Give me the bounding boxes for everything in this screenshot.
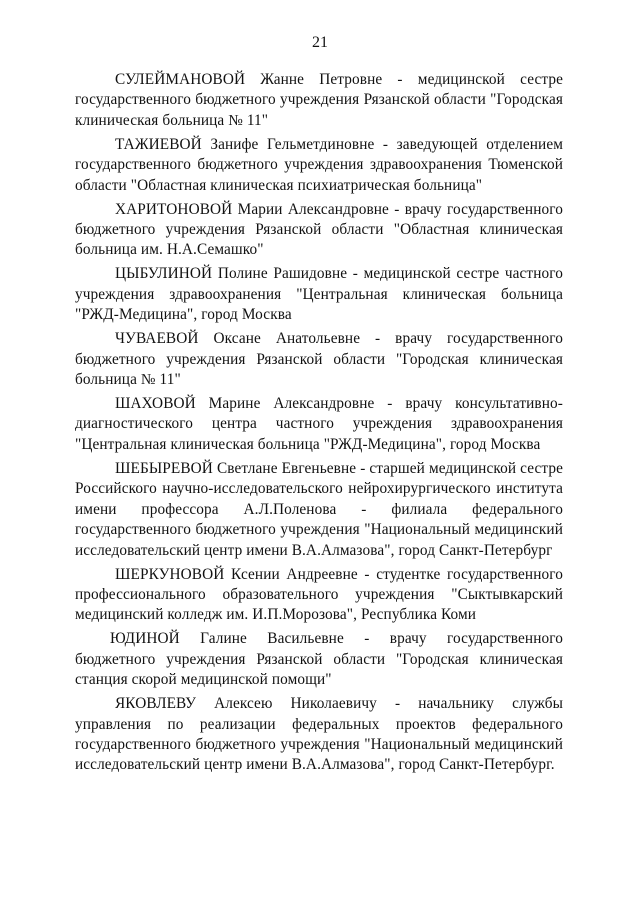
entry-text: Занифе Гельметдиновне - заведующей отделением государственного бюджетного учреждения здравоохранения Тюменской области "Областная клиническая психиатрическая больница": [75, 135, 563, 194]
entry-text: Жанне Петровне - медицинской сестре государственного бюджетного учреждения Рязанской области "Городская клиническая больница № 11": [75, 71, 563, 129]
list-item: [75, 264, 563, 325]
surname: ШАХОВОЙ: [115, 395, 196, 413]
surname: ШЕРКУНОВОЙ: [115, 565, 225, 583]
surname: ЧУВАЕВОЙ: [115, 330, 199, 348]
list-item: [75, 329, 563, 390]
surname: ШЕБЫРЕВОЙ: [115, 459, 213, 477]
entry-text: Марии Александровне - врачу государственного бюджетного учреждения Рязанской области "Областная клиническая больница им. Н.А.Семашко": [75, 200, 563, 259]
surname: ЮДИНОЙ: [110, 630, 180, 648]
list-item: [75, 200, 563, 261]
list-item: [75, 694, 563, 776]
surname: ХАРИТОНОВОЙ: [115, 200, 233, 218]
entry-text: Ксении Андреевне - студентке государственного профессионального образовательного учреждения "Сыктывкарский медицинский колледж им. И.П.Морозова", Республика Коми: [75, 565, 563, 624]
list-item: [75, 459, 563, 561]
entry-text: Марине Александровне - врачу консультативно-диагностического центра частного учреждения здравоохранения "Центральная клиническая больница "РЖД-Медицина", город Москва: [75, 395, 563, 453]
surname: ЦЫБУЛИНОЙ: [115, 265, 213, 283]
entry-text: Оксане Анатольевне - врачу государственного бюджетного учреждения Рязанской области "Городская клиническая больница № 11": [75, 330, 563, 389]
entry-text: Светлане Евгеньевне - старшей медицинской сестре Российского научно-исследовательского нейрохирургического института имени профессора А.Л.Поленова - филиала федерального государственного бюджетного учреждения "Национальный медицинский исследовательский центр имени В.А.Алмазова", город Санкт-Петербург: [75, 459, 563, 559]
list-item: [75, 135, 563, 196]
entry-text: Галине Васильевне - врачу государственного бюджетного учреждения Рязанской области "Городская клиническая станция скорой медицинской помощи": [75, 630, 563, 689]
entry-text: Алексею Николаевичу - начальнику службы управления по реализации федеральных проектов федерального государственного бюджетного учреждения "Национальный медицинский исследовательский центр имени В.А.Алмазова", город Санкт-Петербург.: [75, 695, 563, 774]
surname: СУЛЕЙМАНОВОЙ: [115, 71, 246, 88]
surname: ЯКОВЛЕВУ: [115, 695, 197, 713]
page-number: 21: [312, 34, 328, 51]
list-item: [75, 565, 563, 626]
surname: ТАЖИЕВОЙ: [115, 135, 202, 153]
list-item: [75, 629, 563, 690]
list-item: [75, 70, 563, 131]
award-list: [75, 70, 563, 779]
list-item: [75, 394, 563, 455]
entry-text: Полине Рашидовне - медицинской сестре частного учреждения здравоохранения "Центральная клиническая больница "РЖД-Медицина", город Москва: [75, 265, 563, 324]
